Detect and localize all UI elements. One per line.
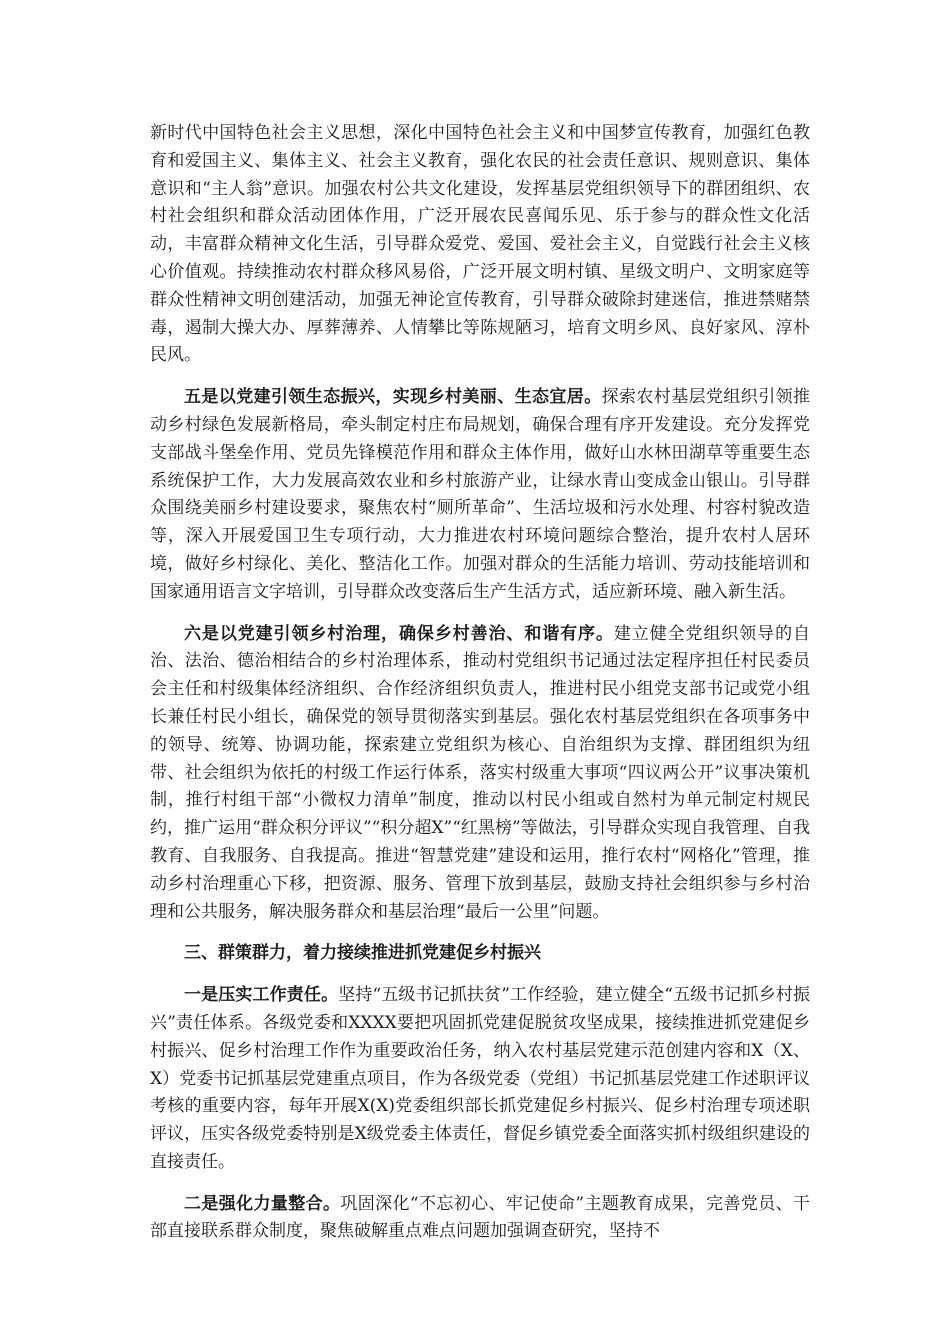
- paragraph-integration: [150, 1191, 810, 1247]
- document-body: [150, 120, 810, 1260]
- paragraph-text: 坚持“五级书记抓扶贫”工作经验，建立健全“五级书记抓乡村振兴”责任体系。各级党委和XXXX要把巩固抓党建促脱贫攻坚成果，接续推进抓党建促乡村振兴、促乡村治理工作作为重要政治任务，纳入农村基层党建示范创建内容和X（X、X）党委书记抓基层党建重点项目，作为各级党委（党组）书记抓基层党建工作述职评议考核的重要内容，每年开展X(X)党委组织部长抓党建促乡村振兴、促乡村治理专项述职评议，压实各级党委特别是X级党委主体责任，督促乡镇党委全面落实抓村级组织建设的直接责任。: [150, 985, 810, 1172]
- paragraph-lead: 五是以党建引领生态振兴，实现乡村美丽、生态宜居。: [184, 387, 602, 408]
- paragraph-ecology: [150, 384, 810, 606]
- paragraph-governance: [150, 621, 810, 927]
- paragraph-lead: 一是压实工作责任。: [184, 985, 339, 1006]
- section-heading: 三、群策群力，着力接续推进抓党建促乡村振兴: [184, 943, 541, 964]
- paragraph-culture: [150, 120, 810, 370]
- paragraph-lead: 二是强化力量整合。: [184, 1193, 341, 1214]
- paragraph-text: 巩固深化“不忘初心、牢记使命”主题教育成果，完善党员、干部直接联系群众制度，聚焦破解重点难点问题加强调查研究，坚持不: [150, 1193, 810, 1242]
- paragraph-responsibility: [150, 982, 810, 1177]
- paragraph-lead: 六是以党建引领乡村治理，确保乡村善治、和谐有序。: [184, 623, 614, 644]
- paragraph-text: 建立健全党组织领导的自治、法治、德治相结合的乡村治理体系，推动村党组织书记通过法定程序担任村民委员会主任和村级集体经济组织、合作经济组织负责人，推进村民小组党支部书记或党小组长兼任村民小组长，确保党的领导贯彻落实到基层。强化农村基层党组织在各项事务中的领导、统筹、协调功能，探索建立党组织为核心、自治组织为支撑、群团组织为纽带、社会组织为依托的村级工作运行体系，落实村级重大事项“四议两公开”议事决策机制，推行村组干部“小微权力清单”制度，推动以村民小组或自然村为单元制定村规民约，推广运用“群众积分评议”“积分超X”“红黑榜”等做法，引导群众实现自我管理、自我教育、自我服务、自我提高。推进“智慧党建”建设和运用，推行农村“网格化”管理，推动乡村治理重心下移，把资源、服务、管理下放到基层，鼓励支持社会组织参与乡村治理和公共服务，解决服务群众和基层治理“最后一公里”问题。: [150, 623, 811, 922]
- paragraph-text: 新时代中国特色社会主义思想，深化中国特色社会主义和中国梦宣传教育，加强红色教育和爱国主义、集体主义、社会主义教育，强化农民的社会责任意识、规则意识、集体意识和“主人翁”意识。加强农村公共文化建设，发挥基层党组织领导下的群团组织、农村社会组织和群众活动团体作用，广泛开展农民喜闻乐见、乐于参与的群众性文化活动，丰富群众精神文化生活，引导群众爱党、爱国、爱社会主义，自觉践行社会主义核心价值观。持续推动农村群众移风易俗，广泛开展文明村镇、星级文明户、文明家庭等群众性精神文明创建活动，加强无神论宣传教育，引导群众破除封建迷信，推进禁赌禁毒，遏制大操大办、厚葬薄养、人情攀比等陈规陋习，培育文明乡风、良好家风、淳朴民风。: [150, 123, 810, 366]
- paragraph-text: 探索农村基层党组织引领推动乡村绿色发展新格局，牵头制定村庄布局规划，确保合理有序开发建设。充分发挥党支部战斗堡垒作用、党员先锋模范作用和群众主体作用，做好山水林田湖草等重要生态系统保护工作，大力发展高效农业和乡村旅游产业，让绿水青山变成金山银山。引导群众围绕美丽乡村建设要求，聚焦农村“厕所革命”、生活垃圾和污水处理、村容村貌改造等，深入开展爱国卫生专项行动，大力推进农村环境问题综合整治，提升农村人居环境，做好乡村绿化、美化、整洁化工作。加强对群众的生活能力培训、劳动技能培训和国家通用语言文字培训，引导群众改变落后生产生活方式，适应新环境、融入新生活。: [150, 387, 811, 602]
